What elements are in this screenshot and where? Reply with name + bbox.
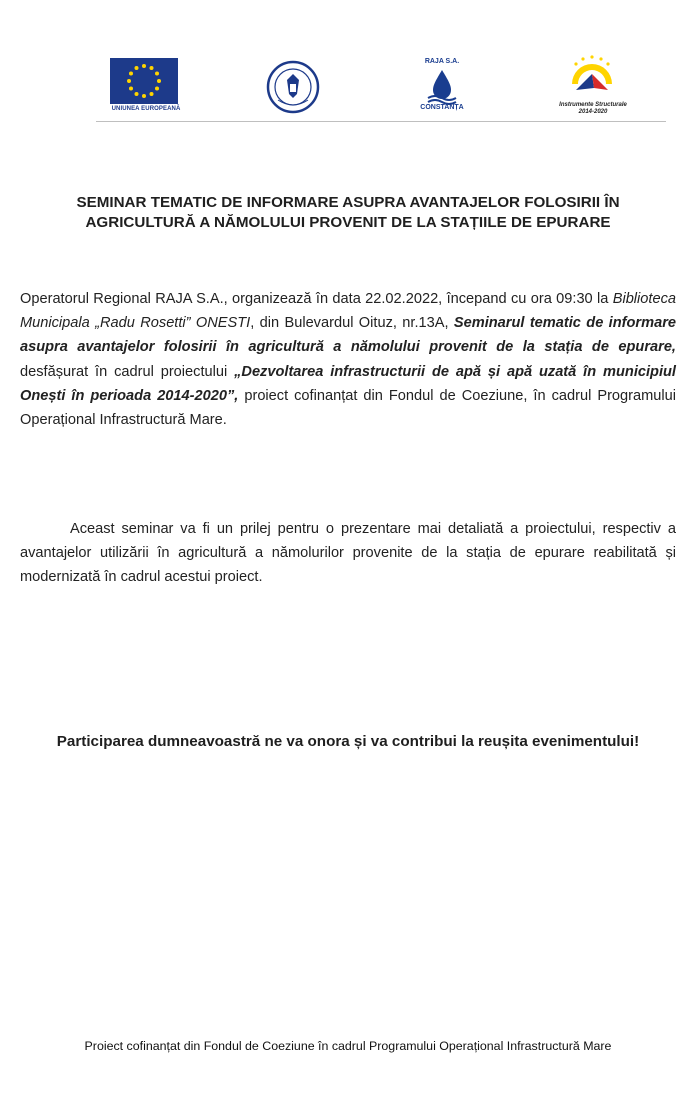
- instrumente-structurale-icon: [566, 54, 618, 102]
- document-title: [30, 193, 666, 233]
- title-line-1: SEMINAR TEMATIC DE INFORMARE ASUPRA AVANTAJELOR FOLOSIRII ÎN: [76, 194, 620, 211]
- header-logos: [0, 0, 696, 130]
- project-name: „Dezvoltarea infrastructurii de apă și apă uzată în municipiul Onești în perioada 2014-2020”,: [20, 363, 676, 404]
- eu-flag-icon: [110, 58, 178, 104]
- closing-statement: Participarea dumneavoastră ne va onora și va contribui la reușita evenimentului!: [56, 733, 640, 750]
- title-line-2: AGRICULTURĂ A NĂMOLULUI PROVENIT DE LA STAȚIILE DE EPURARE: [85, 214, 611, 231]
- government-seal-icon: [266, 60, 320, 114]
- header-divider: [96, 121, 666, 122]
- raja-bottom-label: CONSTANȚA: [420, 104, 464, 111]
- raja-top-label: RAJA S.A.: [424, 58, 460, 65]
- paragraph-description: Aceast seminar va fi un prilej pentru o prezentare mai detaliată a proiectului, respectiv a avantajelor utilizării în agricultură a nămolurilor provenite de la stația de epurare reabilitată și modernizată în cadrul acestui proiect.: [20, 521, 676, 586]
- footer-note: Proiect cofinanțat din Fondul de Coeziune în cadrul Programului Operațional Infrastructură Mare: [84, 1039, 612, 1053]
- instrumente-structurale-label: Instrumente Structurale 2014-2020: [559, 102, 627, 115]
- seminar-name: Seminarul tematic de informare asupra avantajelor folosirii în agricultură a nămolului provenit de la stația de epurare,: [20, 315, 676, 356]
- venue-name: Biblioteca Municipala „Radu Rosetti” ONESTI: [20, 291, 676, 332]
- paragraph-announcement: Operatorul Regional RAJA S.A., organizează în data 22.02.2022, începand cu ora 09:30 la Biblioteca Municipala „Radu Rosetti” ONESTI, din Bulevardul Oituz, nr.13A, Seminarul tematic de informare asupra avantajelor folosirii în agricultură a nămolului provenit de la stația de epurare, desfășurat în cadrul proiectului „Dezvoltarea infrastructurii de apă și apă uzată în municipiul Onești în perioada 2014-2020”, proiect cofinanțat din Fondul de Coeziune, în cadrul Programului Operațional Infrastructură Mare.: [20, 291, 677, 429]
- eu-label: UNIUNEA EUROPEANĂ: [111, 106, 181, 112]
